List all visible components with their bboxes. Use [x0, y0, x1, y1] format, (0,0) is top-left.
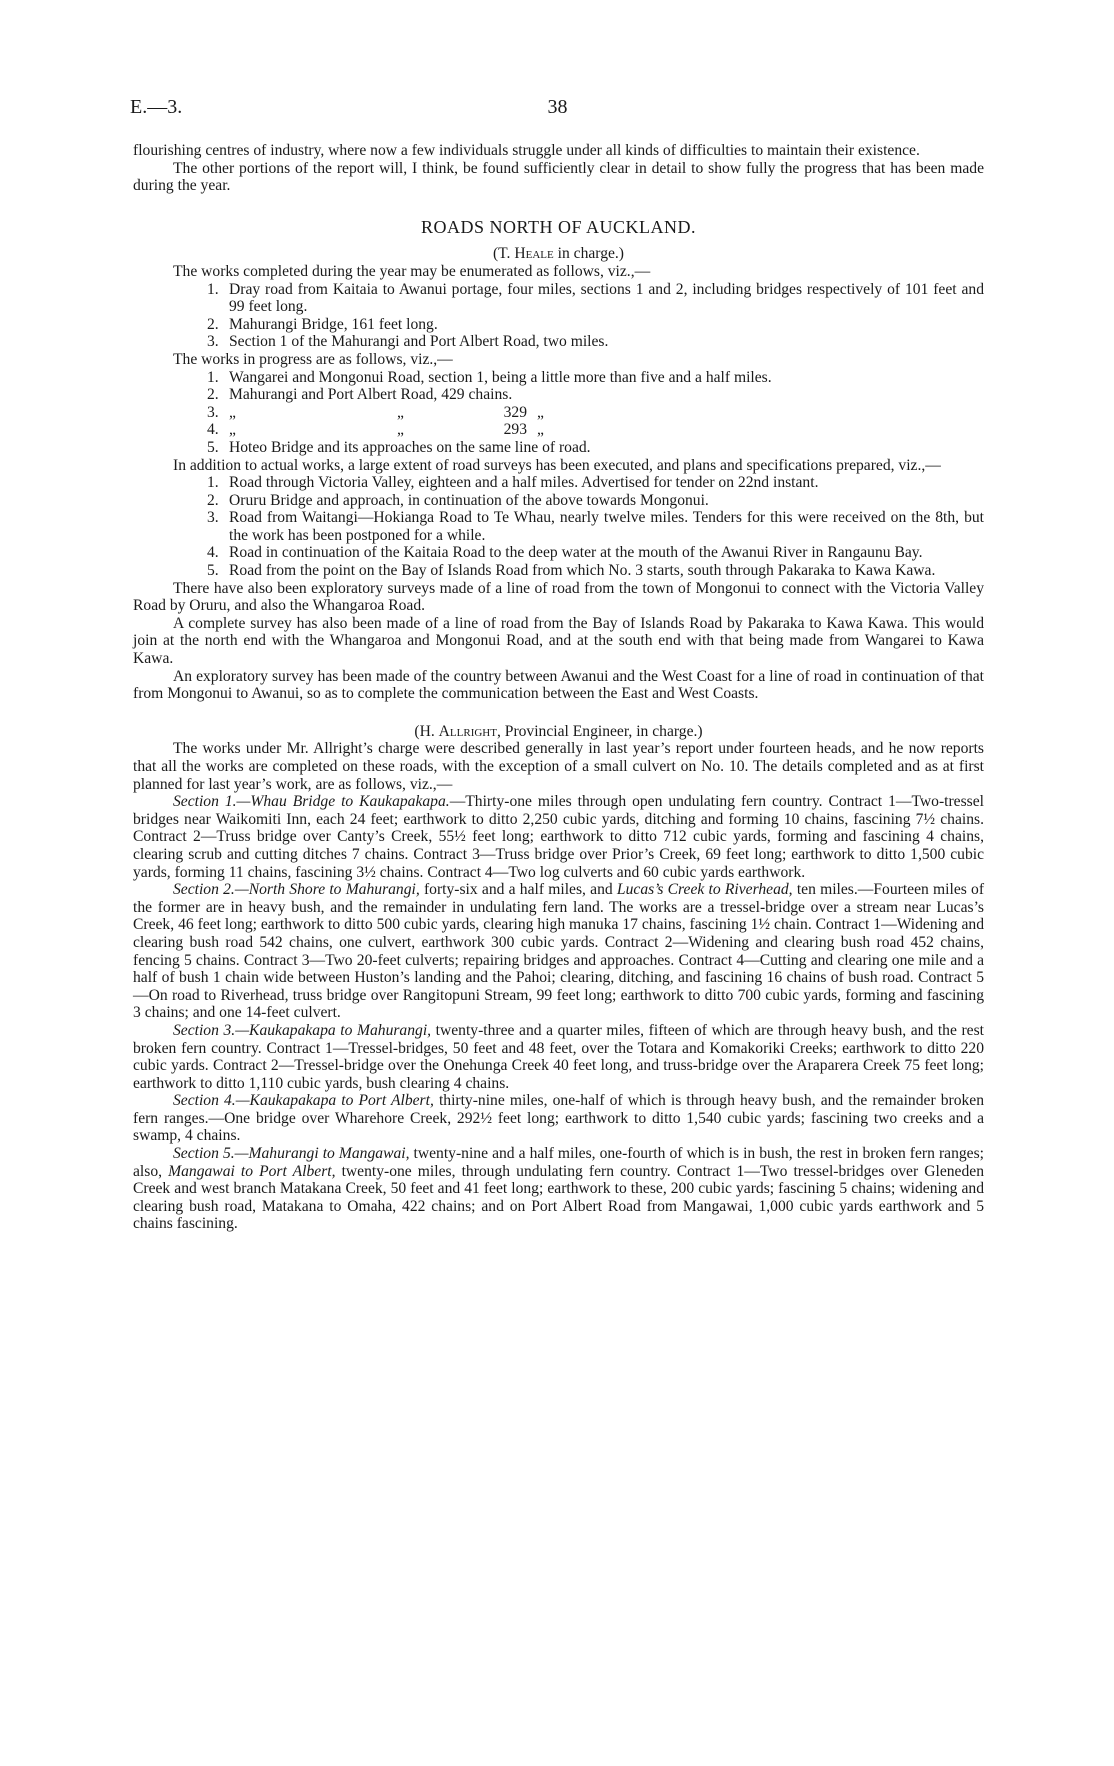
report-body [133, 142, 984, 1233]
list-item: 2. Oruru Bridge and approach, in continuation of the above towards Mongonui. [207, 491, 709, 509]
list-item: 1. Wangarei and Mongonui Road, section 1, being a little more than five and a half miles. [207, 368, 772, 386]
paragraph: flourishing centres of industry, where now a few individuals struggle under all kinds of difficulties to maintain their existence. [133, 142, 920, 159]
paragraph: The works in progress are as follows, viz.,— [173, 350, 453, 368]
list-item: 4. Road in continuation of the Kaitaia Road to the deep water at the mouth of the Awanui River in Rangaunu Bay. [207, 544, 923, 562]
list-item: 2. Mahurangi and Port Albert Road, 429 chains. [207, 386, 513, 404]
paragraph: In addition to actual works, a large extent of road surveys has been executed, and plans and specifications prepared, viz.,— [173, 456, 941, 474]
paragraph: The works completed during the year may be enumerated as follows, viz.,— [173, 262, 651, 280]
list-item: 2. Mahurangi Bridge, 161 feet long. [207, 315, 438, 333]
list-item: 5. Road from the point on the Bay of Islands Road from which No. 3 starts, south through Pakaraka to Kawa Kawa. [207, 562, 936, 580]
section-paragraph: Section 3.—Kaukapakapa to Mahurangi, twenty-three and a quarter miles, fifteen of which are through heavy bush, and the rest broken fern country. Contract 1—Tressel-bridges, 50 feet and 48 feet, over the Totara and Komakoriki Creeks; earthwork to ditto 220 cubic yards. Contract 2—Tressel-bridge over the Onehunga Creek 40 feet long, and truss-bridge over the Araparera Creek 75 feet long; earthwork to ditto 1,110 cubic yards, bush clearing 4 chains. [133, 1021, 984, 1092]
section-paragraph: Section 4.—Kaukapakapa to Port Albert, thirty-nine miles, one-half of which is through heavy bush, and the remainder broken fern ranges.—One bridge over Wharehore Creek, 292½ feet long; earthwork to ditto 1,540 cubic yards; fascining two creeks and a swamp, 4 chains. [133, 1092, 985, 1145]
paragraph: The works under Mr. Allright’s charge were described generally in last year’s report under fourteen heads, and he now reports that all the works are completed on these roads, with the exception of a small culvert on No. 10. The details completed and as at first planned for last year’s work, are as follows, viz.,— [133, 740, 984, 793]
list-item: 5. Hoteo Bridge and its approaches on the same line of road. [207, 438, 591, 456]
list-item: 3. Road from Waitangi—Hokianga Road to Te Whau, nearly twelve miles. Tenders for this were received on the 8th, but the work has been postponed for a while. [207, 509, 984, 544]
section-paragraph: Section 5.—Mahurangi to Mangawai, twenty-nine and a half miles, one-fourth of which is in bush, the rest in broken fern ranges; also, Mangawai to Port Albert, twenty-one miles, through undulating fern country. Contract 1—Two tressel-bridges over Gleneden Creek and west branch Matakana Creek, 50 feet and 41 feet long; earthwork to these, 200 cubic yards; fascining 5 chains; widening and clearing bush road, Matakana to Omaha, 422 chains; and on Port Albert Road from Mangawai, 1,000 cubic yards earthwork and 5 chains fascining. [133, 1145, 984, 1233]
section-paragraph: Section 2.—North Shore to Mahurangi, forty-six and a half miles, and Lucas’s Creek to Riverhead, ten miles.—Fourteen miles of the former are in heavy bush, and the remainder in undulating fern land. The works are a tressel-bridge over a stream near Lucas’s Creek, 46 feet long; earthwork to ditto 500 cubic yards, clearing high manuka 17 chains, fascining 1½ chain. Contract 1—Widening and clearing bush road 542 chains, one culvert, earthwork 300 cubic yards. Contract 2—Widening and clearing bush road 452 chains, fencing 5 chains. Contract 3—Two 20-feet culverts; repairing bridges and approaches. Contract 4—Cutting and clearing one mile and a half of bush 1 chain wide between Huston’s landing and the Pahoi; clearing, ditching, and fascining 16 chains of bush road. Contract 5—On road to Riverhead, truss bridge over Rangitopuni Stream, 99 feet long; earthwork to ditto 700 cubic yards, forming and fascining 3 chains; and one 14-feet culvert. [133, 881, 985, 1022]
list-item: 1. Dray road from Kaitaia to Awanui portage, four miles, sections 1 and 2, including bridges respectively of 101 feet and 99 feet long. [207, 280, 984, 316]
list-item: 3. Section 1 of the Mahurangi and Port Albert Road, two miles. [207, 333, 609, 351]
list-item-ditto: 4. „ „ 293 „ [207, 421, 544, 439]
subheading-heale: (T. Heale in charge.) [492, 245, 625, 263]
paragraph: There have also been exploratory surveys made of a line of road from the town of Mongonui to connect with the Victoria Valley Road by Oruru, and also the Whangaroa Road. [133, 579, 984, 615]
subheading-allright: (H. Allright, Provincial Engineer, in charge.) [414, 722, 703, 740]
paragraph: The other portions of the report will, I think, be found sufficiently clear in detail to show fully the progress that has been made during the year. [133, 159, 984, 195]
page-number: 38 [547, 96, 568, 118]
list-item-ditto: 3. „ „ 329 „ [207, 403, 544, 421]
paragraph: A complete survey has also been made of a line of road from the Bay of Islands Road by Pakaraka to Kawa Kawa. This would join at the north end with the Whangaroa and Mongonui Road, and at the south end with that being made from Wangarei to Kawa Kawa. [133, 614, 984, 668]
section-heading: ROADS NORTH OF AUCKLAND. [421, 216, 696, 237]
paragraph: An exploratory survey has been made of the country between Awanui and the West Coast for a line of road in continuation of that from Mongonui to Awanui, so as to complete the communication between the East and West Coasts. [133, 667, 984, 703]
section-paragraph: Section 1.—Whau Bridge to Kaukapakapa.—Thirty-one miles through open undulating fern country. Contract 1—Two-tressel bridges near Waikomiti Inn, each 24 feet; earthwork to ditto 2,250 cubic yards, ditching and forming 10 chains, fascining 7½ chains. Contract 2—Truss bridge over Canty’s Creek, 55½ feet long; earthwork to ditto 712 cubic yards, forming and fascining 4 chains, clearing scrub and cutting ditches 7 chains. Contract 3—Truss bridge over Prior’s Creek, 69 feet long; earthwork to ditto 1,500 cubic yards, forming 11 chains, fascining 3½ chains. Contract 4—Two log culverts and 60 cubic yards earthwork. [133, 793, 984, 881]
list-item: 1. Road through Victoria Valley, eighteen and a half miles. Advertised for tender on 22nd instant. [207, 474, 819, 492]
page-header [130, 96, 985, 126]
document-reference: E.—3. [130, 96, 183, 118]
